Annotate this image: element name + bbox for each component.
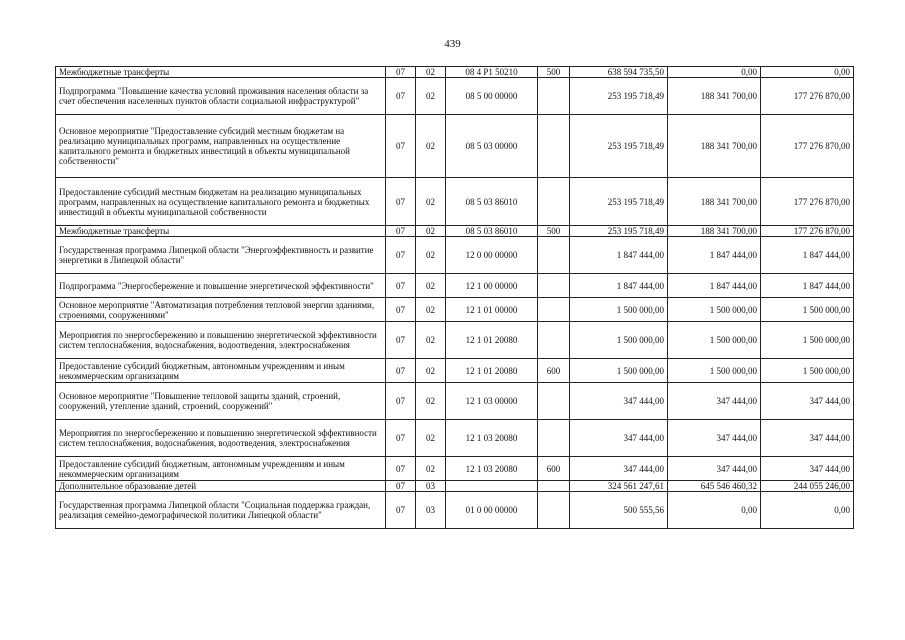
cell-amount-year2: 188 341 700,00	[668, 178, 761, 226]
cell-amount-year1: 1 500 000,00	[570, 298, 668, 322]
cell-amount-year2: 1 500 000,00	[668, 359, 761, 383]
table-row	[56, 298, 854, 322]
cell-amount-year1: 253 195 718,49	[570, 78, 668, 115]
cell-amount-year3: 0,00	[761, 67, 854, 78]
cell-subsection: 02	[416, 298, 446, 322]
cell-target-article: 01 0 00 00000	[446, 492, 538, 529]
cell-amount-year2: 0,00	[668, 67, 761, 78]
cell-target-article: 12 1 03 20080	[446, 420, 538, 457]
cell-name: Государственная программа Липецкой области "Энергоэффективность и развитие энергетики в Липецкой области"	[56, 237, 386, 274]
table-row	[56, 274, 854, 298]
cell-expense-type	[538, 298, 570, 322]
cell-amount-year1: 324 561 247,61	[570, 481, 668, 492]
cell-target-article: 12 1 00 00000	[446, 274, 538, 298]
cell-amount-year3: 1 500 000,00	[761, 359, 854, 383]
cell-amount-year2: 347 444,00	[668, 457, 761, 481]
cell-amount-year1: 1 500 000,00	[570, 322, 668, 359]
table-row	[56, 322, 854, 359]
cell-name: Предоставление субсидий бюджетным, автономным учреждениям и иным некоммерческим организациям	[56, 359, 386, 383]
page-number: 439	[444, 38, 461, 50]
cell-subsection: 02	[416, 226, 446, 237]
cell-amount-year3: 177 276 870,00	[761, 115, 854, 178]
cell-target-article: 08 4 Р1 50210	[446, 67, 538, 78]
cell-amount-year1: 500 555,56	[570, 492, 668, 529]
cell-amount-year2: 645 546 460,32	[668, 481, 761, 492]
table-row	[56, 237, 854, 274]
cell-subsection: 02	[416, 322, 446, 359]
cell-section: 07	[386, 237, 416, 274]
cell-amount-year2: 188 341 700,00	[668, 226, 761, 237]
cell-amount-year3: 177 276 870,00	[761, 78, 854, 115]
cell-name: Мероприятия по энергосбережению и повышению энергетической эффективности систем теплоснабжения, водоснабжения, водоотведения, электроснабжения	[56, 322, 386, 359]
cell-amount-year3: 1 500 000,00	[761, 298, 854, 322]
cell-target-article: 12 1 01 20080	[446, 359, 538, 383]
cell-amount-year1: 347 444,00	[570, 420, 668, 457]
cell-subsection: 02	[416, 115, 446, 178]
cell-subsection: 02	[416, 274, 446, 298]
cell-expense-type	[538, 481, 570, 492]
cell-expense-type	[538, 322, 570, 359]
cell-expense-type: 600	[538, 359, 570, 383]
cell-target-article: 12 1 01 20080	[446, 322, 538, 359]
cell-section: 07	[386, 115, 416, 178]
cell-name: Мероприятия по энергосбережению и повышению энергетической эффективности систем теплоснабжения, водоснабжения, водоотведения, электроснабжения	[56, 420, 386, 457]
cell-amount-year1: 253 195 718,49	[570, 115, 668, 178]
cell-amount-year1: 347 444,00	[570, 383, 668, 420]
cell-section: 07	[386, 457, 416, 481]
cell-expense-type	[538, 492, 570, 529]
cell-expense-type	[538, 237, 570, 274]
cell-expense-type: 500	[538, 67, 570, 78]
cell-amount-year1: 347 444,00	[570, 457, 668, 481]
cell-name: Основное мероприятие "Автоматизация потребления тепловой энергии зданиями, строениями, сооружениями"	[56, 298, 386, 322]
cell-expense-type: 600	[538, 457, 570, 481]
cell-amount-year3: 177 276 870,00	[761, 226, 854, 237]
cell-amount-year3: 1 500 000,00	[761, 322, 854, 359]
cell-target-article: 12 1 03 20080	[446, 457, 538, 481]
cell-target-article: 08 5 03 00000	[446, 115, 538, 178]
cell-section: 07	[386, 67, 416, 78]
cell-name: Межбюджетные трансферты	[56, 67, 386, 78]
cell-name: Подпрограмма "Энергосбережение и повышение энергетической эффективности"	[56, 274, 386, 298]
cell-name: Межбюджетные трансферты	[56, 226, 386, 237]
cell-section: 07	[386, 359, 416, 383]
cell-amount-year1: 638 594 735,50	[570, 67, 668, 78]
cell-section: 07	[386, 298, 416, 322]
cell-amount-year2: 1 847 444,00	[668, 274, 761, 298]
table-row	[56, 67, 854, 78]
cell-expense-type: 500	[538, 226, 570, 237]
cell-section: 07	[386, 178, 416, 226]
table-row	[56, 492, 854, 529]
table-row	[56, 383, 854, 420]
cell-amount-year1: 1 500 000,00	[570, 359, 668, 383]
cell-amount-year3: 347 444,00	[761, 457, 854, 481]
cell-amount-year2: 347 444,00	[668, 420, 761, 457]
cell-target-article: 12 1 01 00000	[446, 298, 538, 322]
cell-amount-year3: 1 847 444,00	[761, 274, 854, 298]
cell-target-article	[446, 481, 538, 492]
cell-section: 07	[386, 78, 416, 115]
cell-subsection: 02	[416, 67, 446, 78]
budget-table	[55, 66, 854, 529]
cell-amount-year2: 1 500 000,00	[668, 298, 761, 322]
cell-amount-year2: 1 500 000,00	[668, 322, 761, 359]
cell-amount-year1: 1 847 444,00	[570, 237, 668, 274]
cell-amount-year2: 1 847 444,00	[668, 237, 761, 274]
table-body	[56, 67, 854, 529]
cell-subsection: 02	[416, 178, 446, 226]
cell-subsection: 02	[416, 78, 446, 115]
cell-subsection: 03	[416, 492, 446, 529]
cell-amount-year2: 188 341 700,00	[668, 78, 761, 115]
table-row	[56, 115, 854, 178]
cell-expense-type	[538, 78, 570, 115]
cell-target-article: 08 5 03 86010	[446, 178, 538, 226]
cell-amount-year3: 244 055 246,00	[761, 481, 854, 492]
table-row	[56, 78, 854, 115]
cell-expense-type	[538, 420, 570, 457]
cell-amount-year1: 253 195 718,49	[570, 226, 668, 237]
cell-amount-year2: 0,00	[668, 492, 761, 529]
cell-amount-year3: 347 444,00	[761, 383, 854, 420]
cell-target-article: 12 0 00 00000	[446, 237, 538, 274]
cell-target-article: 08 5 03 86010	[446, 226, 538, 237]
cell-section: 07	[386, 226, 416, 237]
table-row	[56, 457, 854, 481]
cell-name: Основное мероприятие "Предоставление субсидий местным бюджетам на реализацию муниципальных программ, направленных на осуществление капитального ремонта и бюджетных инвестиций в объекты муниципальной собственности"	[56, 115, 386, 178]
cell-amount-year3: 347 444,00	[761, 420, 854, 457]
cell-amount-year2: 188 341 700,00	[668, 115, 761, 178]
cell-amount-year1: 253 195 718,49	[570, 178, 668, 226]
cell-target-article: 08 5 00 00000	[446, 78, 538, 115]
cell-expense-type	[538, 178, 570, 226]
cell-amount-year1: 1 847 444,00	[570, 274, 668, 298]
cell-target-article: 12 1 03 00000	[446, 383, 538, 420]
cell-section: 07	[386, 274, 416, 298]
cell-subsection: 03	[416, 481, 446, 492]
cell-expense-type	[538, 274, 570, 298]
cell-subsection: 02	[416, 457, 446, 481]
table-row	[56, 481, 854, 492]
cell-name: Основное мероприятие "Повышение тепловой защиты зданий, строений, сооружений, утепление зданий, строений, сооружений"	[56, 383, 386, 420]
table-row	[56, 420, 854, 457]
cell-section: 07	[386, 492, 416, 529]
cell-section: 07	[386, 322, 416, 359]
cell-amount-year2: 347 444,00	[668, 383, 761, 420]
table-row	[56, 178, 854, 226]
table-row	[56, 226, 854, 237]
cell-amount-year3: 0,00	[761, 492, 854, 529]
cell-amount-year3: 177 276 870,00	[761, 178, 854, 226]
cell-section: 07	[386, 481, 416, 492]
cell-name: Дополнительное образование детей	[56, 481, 386, 492]
cell-subsection: 02	[416, 383, 446, 420]
cell-name: Подпрограмма "Повышение качества условий проживания населения области за счет обеспечения населенных пунктов области социальной инфраструктурой"	[56, 78, 386, 115]
cell-name: Государственная программа Липецкой области "Социальная поддержка граждан, реализация семейно-демографической политики Липецкой области"	[56, 492, 386, 529]
cell-amount-year3: 1 847 444,00	[761, 237, 854, 274]
cell-name: Предоставление субсидий бюджетным, автономным учреждениям и иным некоммерческим организациям	[56, 457, 386, 481]
cell-subsection: 02	[416, 420, 446, 457]
cell-section: 07	[386, 420, 416, 457]
cell-name: Предоставление субсидий местным бюджетам на реализацию муниципальных программ, направленных на осуществление капитального ремонта и бюджетных инвестиций в объекты муниципальной собственности	[56, 178, 386, 226]
cell-expense-type	[538, 115, 570, 178]
cell-section: 07	[386, 383, 416, 420]
cell-subsection: 02	[416, 359, 446, 383]
cell-expense-type	[538, 383, 570, 420]
cell-subsection: 02	[416, 237, 446, 274]
table-row	[56, 359, 854, 383]
